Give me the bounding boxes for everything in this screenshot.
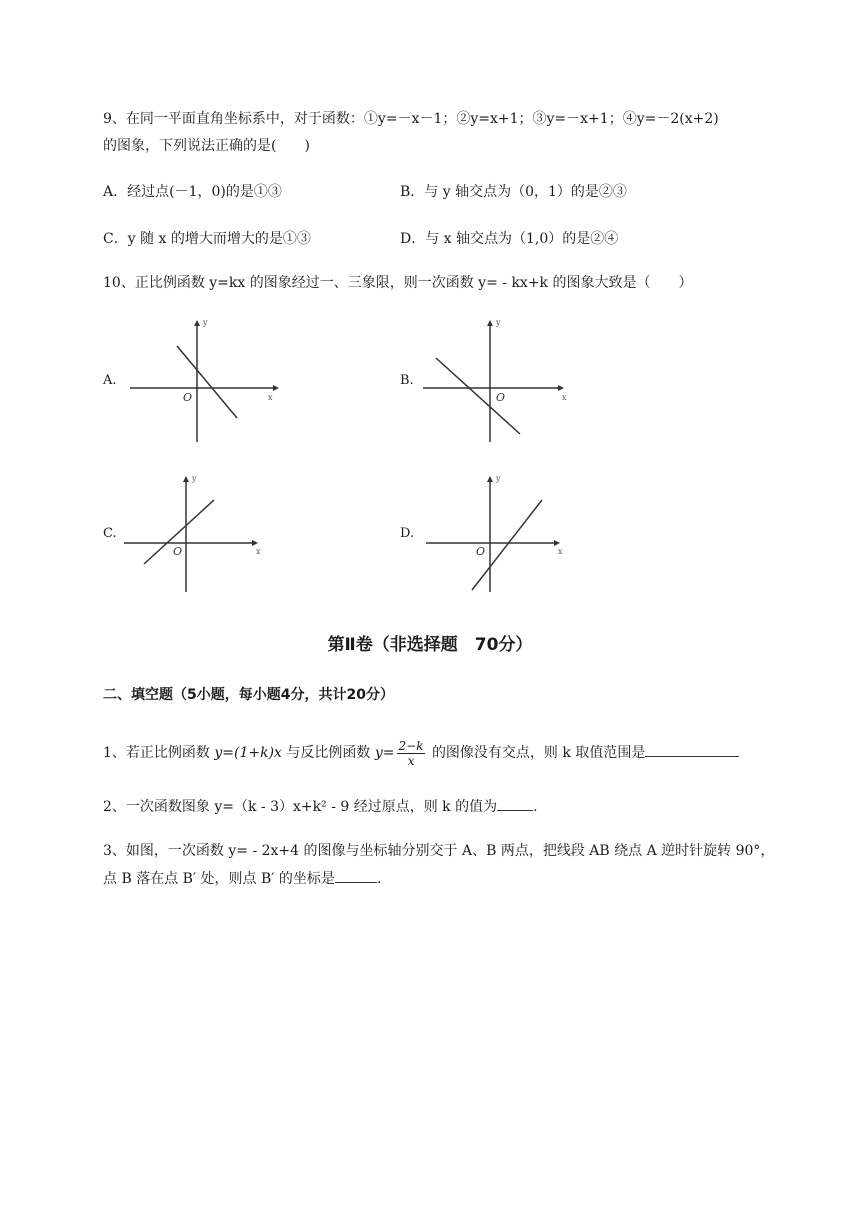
graph-d-y-label: y — [496, 474, 501, 483]
fill-q3-line2 — [103, 868, 381, 890]
fill-q3-end: . — [376, 871, 382, 887]
fill-q1-formula-2-lhs: y= — [374, 745, 395, 761]
fraction-denominator: x — [407, 753, 415, 768]
graph-c-x-arrow — [252, 540, 258, 546]
q9-option-d: D．与 x 轴交点为（1,0）的是②④ — [400, 231, 619, 247]
fill-q3-answer-blank[interactable] — [335, 868, 377, 883]
graph-d-origin: O — [476, 545, 486, 558]
graph-b-x-arrow — [558, 385, 564, 391]
graph-b-x-label: x — [562, 393, 567, 402]
fill-q1-formula-1: y=(1+k)x — [214, 745, 282, 761]
q9-stem-line2: 的图象，下列说法正确的是( ) — [103, 138, 310, 154]
fraction-numerator: 2−k — [398, 738, 424, 753]
fill-q3-text: 点 B 落在点 B′ 处，则点 B′ 的坐标是 — [103, 871, 335, 887]
fill-q1-answer-blank[interactable] — [645, 742, 739, 757]
graph-d-y-arrow — [487, 476, 493, 482]
graph-c-y-label: y — [192, 474, 197, 483]
fill-q3-line1: 3、如图，一次函数 y= - 2x+4 的图像与坐标轴分别交于 A、B 两点，把线段 AB 绕点 A 逆时针旋转 90°， — [103, 843, 775, 859]
graph-c-x-label: x — [256, 547, 261, 556]
q9-option-c: C．y 随 x 的增大而增大的是①③ — [103, 231, 311, 247]
fill-q2 — [103, 796, 538, 818]
graph-d — [422, 470, 572, 596]
graph-a-x-arrow — [273, 385, 279, 391]
section-title: 第Ⅱ卷（非选择题 70分） — [327, 635, 533, 655]
graph-b-y-label: y — [496, 318, 501, 327]
section-heading: 二、填空题（5小题，每小题4分，共计20分） — [103, 687, 394, 703]
fill-q1-mid: 与反比例函数 — [286, 745, 371, 761]
graph-a-y-arrow — [194, 320, 200, 326]
graph-c — [120, 470, 270, 596]
graph-b-line — [436, 358, 520, 434]
fill-q2-text: 2、一次函数图象 y=（k - 3）x+k² - 9 经过原点，则 k 的值为 — [103, 799, 498, 815]
fill-q1 — [103, 736, 739, 770]
graph-a — [125, 316, 285, 446]
graph-b-y-arrow — [487, 320, 493, 326]
fill-q2-answer-blank[interactable] — [497, 796, 533, 811]
fill-q2-end: . — [533, 799, 538, 815]
graph-a-line — [177, 346, 237, 418]
graph-c-origin: O — [173, 545, 183, 558]
graph-d-label: D. — [400, 526, 415, 541]
graph-a-y-label: y — [203, 318, 208, 327]
graph-a-origin: O — [183, 391, 193, 404]
q10-stem: 10、正比例函数 y=kx 的图象经过一、三象限，则一次函数 y= - kx+k 的图象大致是（ ） — [103, 275, 693, 291]
graph-b-label: B. — [400, 373, 414, 388]
graph-b-origin: O — [496, 391, 506, 404]
q9-option-a: A．经过点(－1，0)的是①③ — [103, 184, 282, 200]
graph-c-y-arrow — [183, 476, 189, 482]
q9-option-b: B．与 y 轴交点为（0，1）的是②③ — [400, 184, 627, 200]
graph-a-label: A. — [103, 373, 117, 388]
fill-q1-post: 的图像没有交点，则 k 取值范围是 — [431, 745, 646, 761]
fill-q1-pre: 1、若正比例函数 — [103, 745, 210, 761]
fill-q1-fraction — [397, 739, 426, 768]
q9-stem-line1: 9、在同一平面直角坐标系中，对于函数：①y=－x－1；②y=x+1；③y=－x+1；④y=－2(x+2) — [103, 111, 719, 127]
graph-c-label: C. — [103, 526, 117, 541]
graph-a-x-label: x — [268, 393, 273, 402]
graph-d-x-label: x — [558, 547, 563, 556]
graph-b — [418, 316, 578, 446]
graph-d-x-arrow — [554, 540, 560, 546]
